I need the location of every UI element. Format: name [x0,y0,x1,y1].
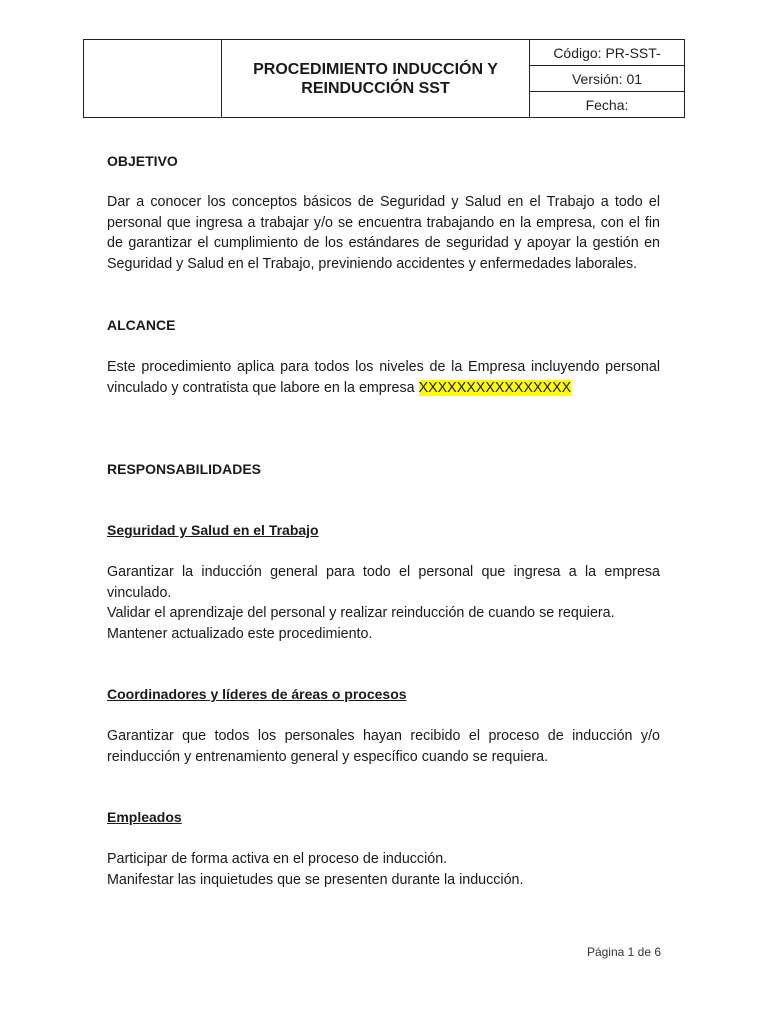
sst-heading: Seguridad y Salud en el Trabajo [107,522,319,538]
objetivo-body [107,192,660,274]
codigo-cell: Código: PR-SST- [530,40,685,66]
title-line-1: PROCEDIMIENTO INDUCCIÓN Y [253,60,498,78]
coordinadores-heading: Coordinadores y líderes de áreas o procesos [107,686,407,702]
objetivo-heading: OBJETIVO [107,153,178,169]
coordinadores-body [107,726,660,767]
logo-placeholder [84,40,222,118]
title-line-2: REINDUCCIÓN SST [301,79,450,97]
empleados-line-1: Participar de forma activa en el proceso de inducción. [107,851,448,867]
empleados-line-2: Manifestar las inquietudes que se presenten durante la inducción. [107,871,524,888]
version-cell: Versión: 01 [530,66,685,92]
responsabilidades-section [107,461,660,477]
empleados-body [107,849,660,890]
sst-line-3: Mantener actualizado este procedimiento. [107,625,373,642]
company-placeholder: XXXXXXXXXXXXXXXX [418,379,572,396]
fecha-cell: Fecha: [530,92,685,118]
document-title [222,40,530,118]
sst-section [107,522,660,538]
empleados-section [107,809,660,825]
objetivo-text: Dar a conocer los conceptos básicos de Seguridad y Salud en el Trabajo a todo el personal que ingresa a trabajar y/o se encuentra trabajando en la empresa, con el fin de garantizar el cumplimiento de los estándares de seguridad y apoyar la gestión en Seguridad y Salud en el Trabajo, previniendo accidentes y enfermedades laborales. [107,194,660,272]
alcance-heading: ALCANCE [107,317,176,333]
objetivo-section [107,153,660,169]
responsabilidades-heading: RESPONSABILIDADES [107,461,262,477]
page-number: Página 1 de 6 [586,945,661,959]
coordinadores-section [107,686,660,702]
empleados-heading: Empleados [107,809,182,825]
sst-line-1: Garantizar la inducción general para todo el personal que ingresa a la empresa vinculado. [107,564,660,601]
coordinadores-text: Garantizar que todos los personales hayan recibido el proceso de inducción y/o reinducción y entrenamiento general y específico cuando se requiera. [107,728,660,765]
alcance-text-wrapper [107,357,660,398]
header-table [83,39,685,118]
alcance-section [107,317,660,333]
alcance-text: Este procedimiento aplica para todos los niveles de la Empresa incluyendo personal vinculado y contratista que labore en la empresa [107,359,660,396]
sst-line-2: Validar el aprendizaje del personal y realizar reinducción de cuando se requiera. [107,605,615,621]
sst-body [107,562,660,644]
alcance-body [107,357,660,398]
